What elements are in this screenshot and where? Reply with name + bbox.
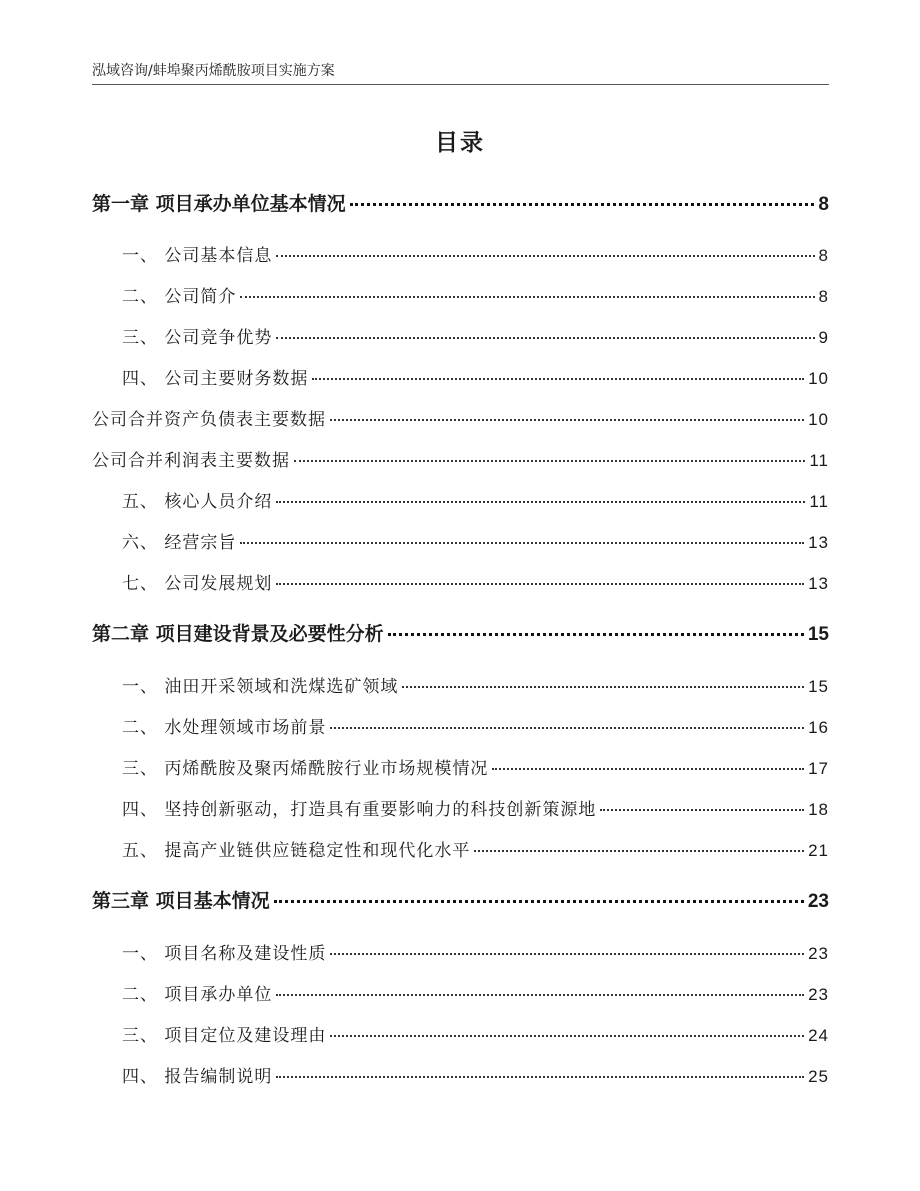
toc-entry-label: 公司合并利润表主要数据 (92, 451, 290, 471)
toc-entry-page: 15 (807, 624, 829, 645)
toc-title: 目录 (435, 130, 485, 156)
dot-leader (388, 633, 804, 636)
toc-section-1-5[interactable] (92, 487, 829, 512)
header-rule (92, 84, 829, 85)
toc-entry-label: 五、 提高产业链供应链稳定性和现代化水平 (122, 841, 471, 861)
toc-entry-label: 五、 核心人员介绍 (122, 492, 273, 512)
toc-entry-label: 四、 坚持创新驱动，打造具有重要影响力的科技创新策源地 (122, 800, 597, 820)
toc-chapter-1[interactable] (92, 189, 829, 216)
dot-leader (276, 255, 814, 257)
dot-leader (276, 994, 804, 996)
toc-section-1-2[interactable] (92, 282, 829, 307)
toc-entry-label: 三、 公司竞争优势 (122, 328, 273, 348)
toc-entry-page: 17 (808, 759, 829, 778)
dot-leader (276, 583, 804, 585)
toc-section-3-3[interactable] (92, 1021, 829, 1046)
dot-leader (330, 953, 804, 955)
toc-entry-page: 18 (808, 800, 829, 819)
toc-entry-page: 23 (807, 891, 829, 912)
toc-entry-page: 11 (809, 451, 829, 470)
toc-entry-label: 三、 丙烯酰胺及聚丙烯酰胺行业市场规模情况 (122, 759, 489, 779)
dot-leader (276, 337, 814, 339)
toc-entry-label: 二、 水处理领域市场前景 (122, 718, 327, 738)
toc-entry-page: 24 (808, 1026, 829, 1045)
toc-entry-label: 六、 经营宗旨 (122, 533, 237, 553)
dot-leader (492, 768, 804, 770)
toc-section-1-3[interactable] (92, 323, 829, 348)
dot-leader (276, 501, 805, 503)
toc-entry-label: 第二章 项目建设背景及必要性分析 (92, 623, 384, 645)
dot-leader (474, 850, 804, 852)
dot-leader (600, 809, 804, 811)
toc-entry-page: 11 (809, 492, 829, 511)
toc-entry-page: 23 (808, 985, 829, 1004)
toc-chapter-3[interactable] (92, 886, 829, 913)
toc-entry-page: 15 (808, 677, 829, 696)
toc-chapter-2[interactable] (92, 619, 829, 646)
toc-section-2-2[interactable] (92, 713, 829, 738)
dot-leader (312, 378, 804, 380)
toc-section-3-4[interactable] (92, 1062, 829, 1087)
dot-leader (402, 686, 804, 688)
toc-entry-page: 13 (808, 574, 829, 593)
toc-entry-page: 10 (808, 369, 829, 388)
toc-entry-page: 16 (808, 718, 829, 737)
toc-section-2-5[interactable] (92, 836, 829, 861)
toc-section-3-2[interactable] (92, 980, 829, 1005)
toc-section-1-4[interactable] (92, 364, 829, 389)
toc-section-2-4[interactable] (92, 795, 829, 820)
toc-subsection-income-statement[interactable] (92, 446, 829, 471)
toc-entry-label: 第三章 项目基本情况 (92, 890, 270, 912)
toc-section-2-3[interactable] (92, 754, 829, 779)
toc-entry-label: 一、 油田开采领域和洗煤选矿领域 (122, 677, 399, 697)
dot-leader (330, 1035, 804, 1037)
toc-entry-label: 公司合并资产负债表主要数据 (92, 410, 326, 430)
dot-leader (274, 900, 804, 903)
dot-leader (240, 542, 804, 544)
toc-entry-label: 三、 项目定位及建设理由 (122, 1026, 327, 1046)
toc-entry-label: 二、 项目承办单位 (122, 985, 273, 1005)
dot-leader (276, 1076, 804, 1078)
toc-entry-page: 8 (818, 287, 829, 306)
toc-entry-label: 四、 公司主要财务数据 (122, 369, 309, 389)
toc-entry-label: 二、 公司简介 (122, 287, 237, 307)
toc-entry-page: 21 (808, 841, 829, 860)
toc-entry-page: 23 (808, 944, 829, 963)
toc-section-1-6[interactable] (92, 528, 829, 553)
toc-entry-label: 第一章 项目承办单位基本情况 (92, 193, 346, 215)
toc-entry-page: 25 (808, 1067, 829, 1086)
dot-leader (350, 203, 815, 206)
toc-entry-page: 9 (818, 328, 829, 347)
toc-entry-page: 10 (808, 410, 829, 429)
toc-entry-page: 8 (818, 246, 829, 265)
running-header: 泓域咨询/蚌埠聚丙烯酰胺项目实施方案 (92, 63, 335, 79)
toc-section-3-1[interactable] (92, 939, 829, 964)
toc-section-2-1[interactable] (92, 672, 829, 697)
toc-entry-page: 13 (808, 533, 829, 552)
toc-section-1-7[interactable] (92, 569, 829, 594)
dot-leader (294, 460, 805, 462)
toc-section-1-1[interactable] (92, 241, 829, 266)
toc-subsection-balance-sheet[interactable] (92, 405, 829, 430)
toc-entry-label: 一、 公司基本信息 (122, 246, 273, 266)
dot-leader (240, 296, 814, 298)
toc-entry-label: 七、 公司发展规划 (122, 574, 273, 594)
toc-entry-label: 四、 报告编制说明 (122, 1067, 273, 1087)
toc-entry-page: 8 (818, 194, 829, 215)
toc-entry-label: 一、 项目名称及建设性质 (122, 944, 327, 964)
dot-leader (330, 419, 804, 421)
dot-leader (330, 727, 804, 729)
